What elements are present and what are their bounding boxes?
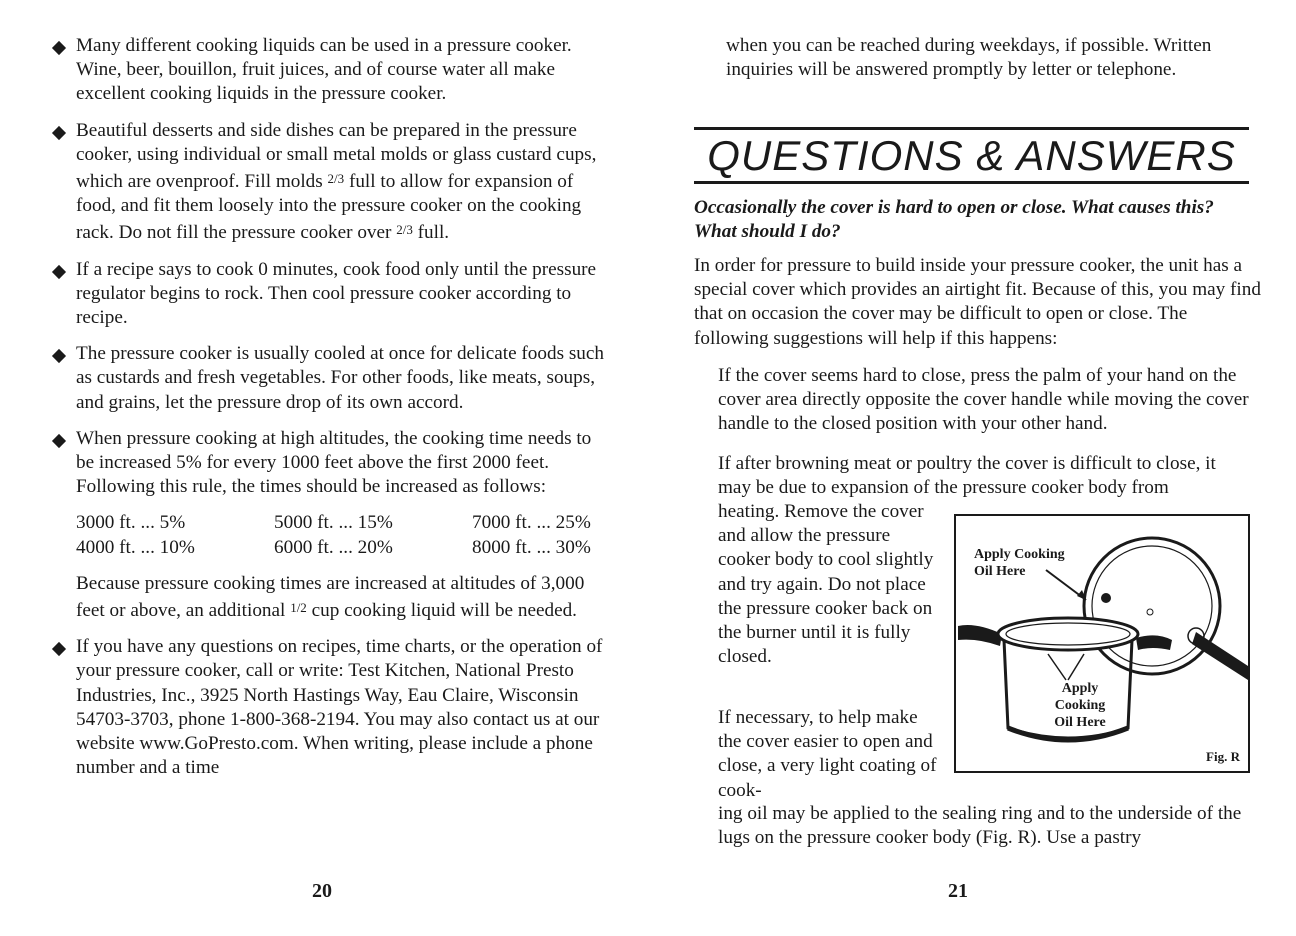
vent-pipe	[1101, 593, 1111, 603]
page-number: 20	[312, 880, 332, 902]
altitude-table	[76, 511, 612, 559]
suggestion-close: If the cover seems hard to close, press the palm of your hand on the cover area directly opposite the cover handle while moving the cover handle to the closed position with your other hand.	[718, 365, 1249, 435]
figure-caption: Fig. R	[1206, 749, 1240, 764]
tips-list	[52, 34, 612, 792]
altitude-cell: 7000 ft. ... 25%	[472, 512, 591, 534]
page-number: 21	[948, 880, 968, 902]
diamond-bullet-icon	[52, 349, 66, 363]
suggestion-oil: If necessary, to help make the cover easier to open and close, a very light coating of cook-	[718, 707, 937, 801]
altitude-cell: 8000 ft. ... 30%	[472, 536, 591, 558]
tip-text: If a recipe says to cook 0 minutes, cook food only until the pressure regulator begins to rock. Then cool pressure cooker according to recipe.	[76, 258, 597, 329]
figure-label-top: Apply Cooking Oil Here	[974, 547, 1065, 579]
tip-text: Beautiful desserts and side dishes can be prepared in the pressure cooker, using individual or small metal molds or glass custard cups, which are ovenproof. Fill molds $^{2/3}$ full to allow for expansion of food, and fit them loosely into the pressure cooker on the cooking rack. Do not fill the pressure cooker over $^{2/3}$ full.	[76, 119, 597, 244]
diamond-bullet-icon	[52, 434, 66, 448]
cover-lid	[1084, 538, 1220, 674]
pointer-line	[1068, 654, 1084, 680]
tip-text: When pressure cooking at high altitudes, the cooking time needs to be increased 5% for every 1000 feet above the first 2000 feet. Following this rule, the times should be increased as follows:	[76, 427, 592, 498]
right-page	[648, 0, 1296, 936]
diamond-bullet-icon	[52, 41, 66, 55]
tip-high-altitude	[52, 427, 612, 623]
tip-zero-minutes	[52, 258, 612, 331]
tip-text: If you have any questions on recipes, time charts, or the operation of your pressure cooker, call or write: Test Kitchen, National Presto Industries, Inc., 3925 North Hastings Way, Eau Claire, Wisconsin 54703-3703, phone 1-800-368-2194. You may also contact us at our website www.GoPresto.com. When writing, please include a phone number and a time	[76, 636, 603, 779]
answer-intro: In order for pressure to build inside your pressure cooker, the unit has a special cover which provides an airtight fit. Because of this, you may find that on occasion the cover may be difficult to open or close. The following suggestions will help if this happens:	[694, 255, 1261, 349]
question-text: Occasionally the cover is hard to open or close. What causes this? What should I do?	[694, 197, 1214, 243]
figure-r	[954, 514, 1250, 773]
diamond-bullet-icon	[52, 126, 66, 140]
pointer-line	[1048, 654, 1066, 680]
tip-text: The pressure cooker is usually cooled at once for delicate foods such as custards and fresh vegetables. For other foods, like meats, soups, and grains, let the pressure drop of its own accord.	[76, 343, 605, 413]
tip-desserts	[52, 119, 612, 246]
diamond-bullet-icon	[52, 265, 66, 279]
section-heading: QUESTIONS & ANSWERS	[694, 127, 1249, 184]
fraction: 2/3	[327, 171, 345, 187]
altitude-cell: 4000 ft. ... 10%	[76, 536, 195, 558]
suggestion-expansion: If after browning meat or poultry the cover is difficult to close, it may be due to expansion of the pressure cooker body from	[718, 453, 1216, 499]
altitude-note: Because pressure cooking times are increased at altitudes of 3,000 feet or above, an additional $^{1/2}$ cup cooking liquid will be needed.	[76, 572, 585, 622]
suggestion-oil-cont: ing oil may be applied to the sealing ring and to the underside of the lugs on the pressure cooker body (Fig. R). Use a pastry	[718, 803, 1242, 849]
tip-text: Many different cooking liquids can be used in a pressure cooker. Wine, beer, bouillon, fruit juices, and of course water all make excellent cooking liquids in the pressure cooker.	[76, 35, 572, 105]
tip-cooling	[52, 342, 612, 415]
altitude-cell: 5000 ft. ... 15%	[274, 512, 393, 534]
diamond-bullet-icon	[52, 642, 66, 656]
altitude-cell: 6000 ft. ... 20%	[274, 536, 393, 558]
fraction: 1/2	[290, 600, 307, 616]
suggestion-expansion-cont: heating. Remove the cover and allow the pressure cooker body to cool slightly and try again. Do not place the pressure cooker back on the burner until it is fully closed.	[718, 501, 934, 668]
tip-cooking-liquids	[52, 34, 612, 107]
figure-label-body: Apply Cooking Oil Here	[1054, 681, 1106, 730]
tip-contact	[52, 635, 612, 780]
fraction: 2/3	[396, 222, 413, 238]
continuation-text: when you can be reached during weekdays, if possible. Written inquiries will be answered promptly by letter or telephone.	[726, 35, 1212, 81]
cover-handle	[1192, 632, 1248, 680]
body-handle-left	[958, 625, 1002, 646]
altitude-cell: 3000 ft. ... 5%	[76, 512, 186, 534]
